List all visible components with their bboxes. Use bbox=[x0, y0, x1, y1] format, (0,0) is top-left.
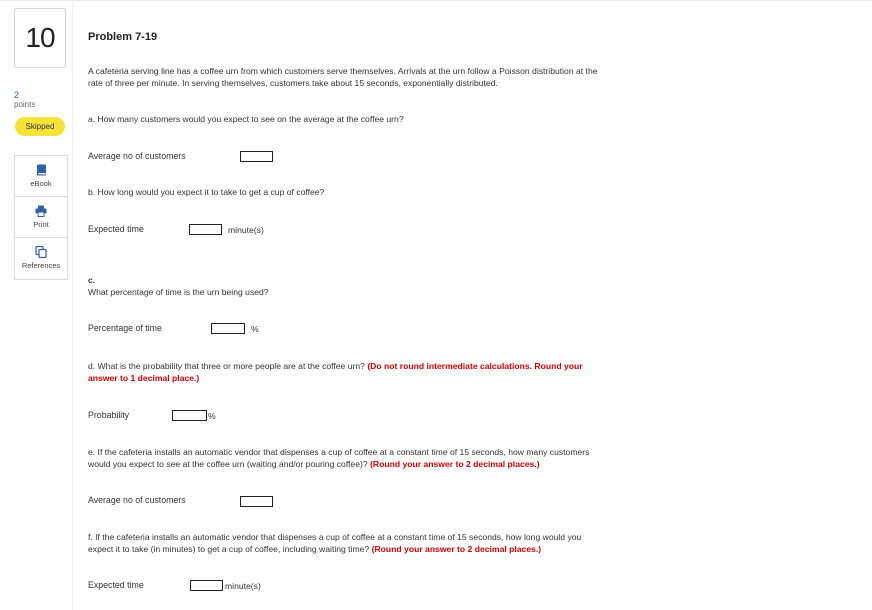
part-e-question bbox=[88, 447, 728, 470]
print-label: Print bbox=[33, 220, 49, 229]
part-f-line-2: expect it to take (in minutes) to get a cup of coffee, including waiting time? bbox=[88, 543, 370, 554]
ebook-icon bbox=[36, 164, 47, 176]
part-b-label: Expected time bbox=[88, 224, 144, 234]
part-c-input[interactable] bbox=[211, 323, 245, 334]
part-c-label: Percentage of time bbox=[88, 323, 162, 333]
points-value: 2 bbox=[14, 90, 20, 100]
resources-panel bbox=[14, 155, 68, 280]
part-e-line-2: would you expect to see at the coffee urn (waiting and/or pouring coffee)? bbox=[88, 458, 368, 469]
part-e-line-1: e. If the cafeteria installs an automatic vendor that dispenses a cup of coffee at a constant time of 15 seconds, how many customers bbox=[88, 447, 590, 457]
status-badge: Skipped bbox=[15, 117, 65, 136]
points-label: points bbox=[14, 100, 36, 109]
part-d-label: Probability bbox=[88, 410, 130, 420]
part-d-question bbox=[88, 361, 728, 384]
part-b-question: b. How long would you expect it to take to get a cup of coffee? bbox=[88, 187, 325, 197]
intro-line-2: rate of three per minute. In serving themselves, customers take about 15 seconds, exponentially distributed. bbox=[88, 77, 498, 88]
part-d-input[interactable] bbox=[172, 410, 207, 421]
problem-title: Problem 7-19 bbox=[88, 31, 158, 43]
part-a-label: Average no of customers bbox=[88, 151, 186, 161]
part-b-unit: minute(s) bbox=[228, 225, 264, 235]
references-icon bbox=[35, 246, 47, 258]
part-c-letter: c. bbox=[88, 275, 96, 285]
part-a-question: a. How many customers would you expect to see on the average at the coffee urn? bbox=[88, 114, 404, 124]
part-c-question bbox=[88, 275, 728, 298]
part-a-input[interactable] bbox=[240, 151, 273, 162]
problem-intro bbox=[88, 66, 728, 89]
part-b-input[interactable] bbox=[189, 224, 222, 235]
part-d-instruction-2: answer to 1 decimal place.) bbox=[88, 372, 200, 383]
print-button[interactable] bbox=[15, 197, 67, 238]
part-f-instruction: (Round your answer to 2 decimal places.) bbox=[371, 543, 542, 554]
part-e-instruction: (Round your answer to 2 decimal places.) bbox=[370, 458, 540, 469]
part-c-unit: % bbox=[251, 324, 259, 334]
part-f-unit: minute(s) bbox=[225, 581, 261, 591]
ebook-label: eBook bbox=[30, 179, 52, 188]
part-f-question bbox=[88, 532, 728, 555]
part-d-instruction-1: (Do not round intermediate calculations. Round your bbox=[367, 361, 583, 371]
intro-line-1: A cafeteria serving line has a coffee urn from which customers serve themselves. Arrivals at the urn follow a Poisson distribution at the bbox=[88, 66, 598, 76]
part-e-label: Average no of customers bbox=[88, 495, 186, 505]
part-f-label: Expected time bbox=[88, 580, 144, 590]
part-c-text: What percentage of time is the urn being used? bbox=[88, 286, 269, 297]
part-f-line-1: f. If the cafeteria installs an automatic vendor that dispenses a cup of coffee at a constant time of 15 seconds, how long would you bbox=[88, 532, 582, 542]
print-icon bbox=[35, 205, 47, 217]
sidebar-divider bbox=[72, 0, 73, 610]
top-divider bbox=[0, 0, 872, 1]
references-button[interactable] bbox=[15, 238, 67, 279]
part-d-unit: % bbox=[208, 411, 216, 421]
ebook-button[interactable] bbox=[15, 156, 67, 197]
part-f-input[interactable] bbox=[190, 580, 223, 591]
references-label: References bbox=[21, 261, 61, 270]
part-e-input[interactable] bbox=[240, 496, 273, 507]
part-d-text: d. What is the probability that three or more people are at the coffee urn? bbox=[88, 361, 365, 371]
question-number: 10 bbox=[14, 8, 66, 68]
